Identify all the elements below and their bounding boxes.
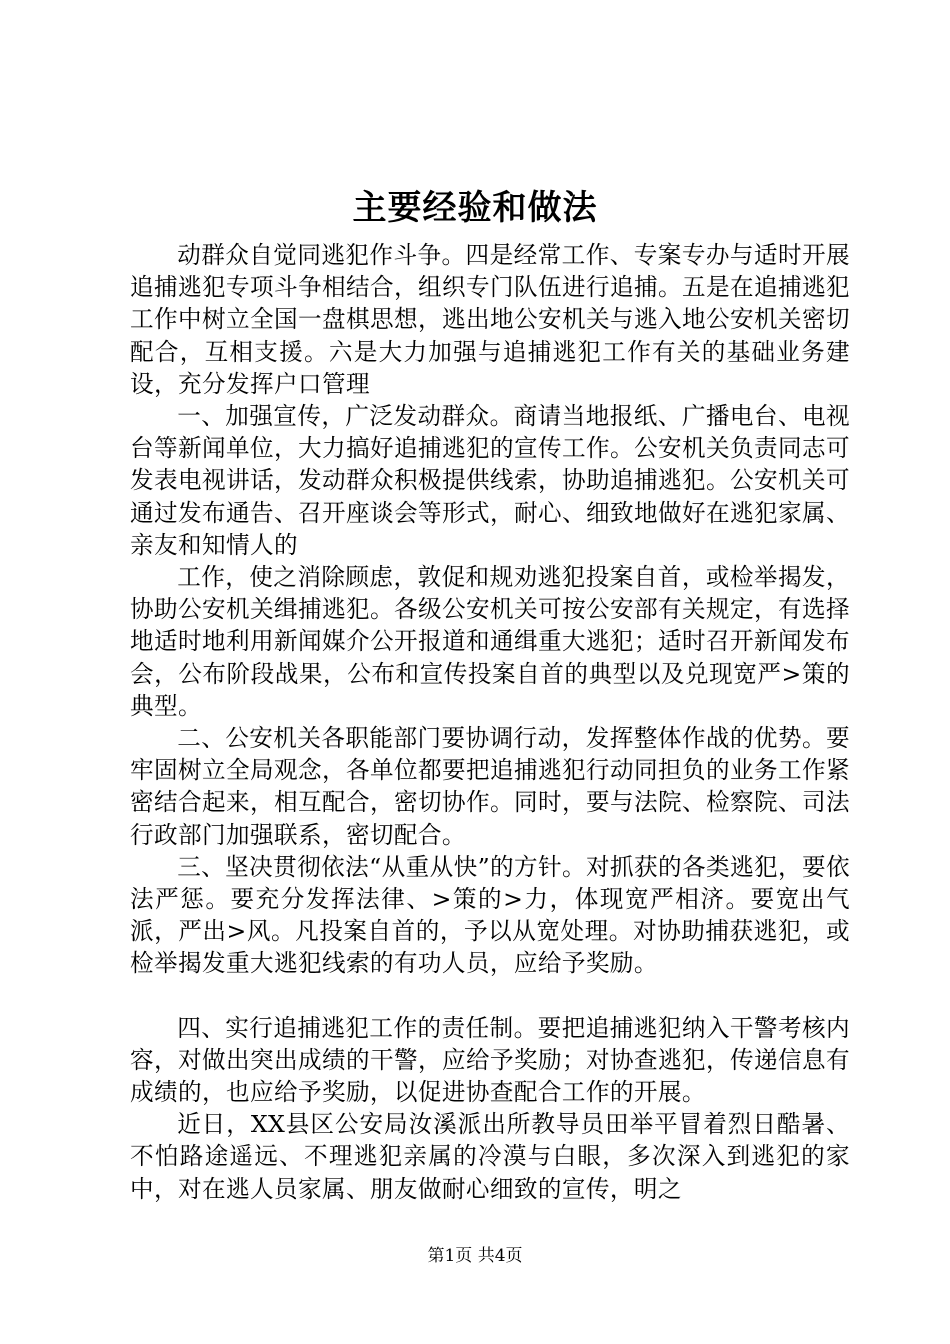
document-body — [130, 239, 850, 1205]
page-footer: 第1页 共4页 — [427, 1246, 523, 1266]
paragraph: 四、实行追捕逃犯工作的责任制。要把追捕逃犯纳入干警考核内容，对做出突出成绩的干警，应给予奖励；对协查逃犯，传递信息有成绩的，也应给予奖励，以促进协查配合工作的开展。 — [130, 1013, 850, 1107]
paragraph: 近日，XX县区公安局汝溪派出所教导员田举平冒着烈日酷暑、不怕路途遥远、不理逃犯亲属的冷漠与白眼，多次深入到逃犯的家中，对在逃人员家属、朋友做耐心细致的宣传，明之 — [130, 1110, 850, 1203]
paragraph: 工作，使之消除顾虑，敦促和规劝逃犯投案自首，或检举揭发，协助公安机关缉捕逃犯。各级公安机关可按公安部有关规定，有选择地适时地利用新闻媒介公开报道和通缉重大逃犯；适时召开新闻发布会，公布阶段战果，公布和宣传投案自首的典型以及兑现宽严>策的典型。 — [130, 563, 850, 720]
paragraph: 一、加强宣传，广泛发动群众。商请当地报纸、广播电台、电视台等新闻单位，大力搞好追捕逃犯的宣传工作。公安机关负责同志可发表电视讲话，发动群众积极提供线索，协助追捕逃犯。公安机关可通过发布通告、召开座谈会等形式，耐心、细致地做好在逃犯家属、亲友和知情人的 — [130, 402, 850, 559]
paragraph: 动群众自觉同逃犯作斗争。四是经常工作、专案专办与适时开展追捕逃犯专项斗争相结合，组织专门队伍进行追捕。五是在追捕逃犯工作中树立全国一盘棋思想，逃出地公安机关与逃入地公安机关密切配合，互相支援。六是大力加强与追捕逃犯工作有关的基础业务建设，充分发挥户口管理 — [130, 241, 850, 398]
paragraph: 二、公安机关各职能部门要协调行动，发挥整体作战的优势。要牢固树立全局观念，各单位都要把追捕逃犯行动同担负的业务工作紧密结合起来，相互配合，密切协作。同时，要与法院、检察院、司法行政部门加强联系，密切配合。 — [130, 724, 850, 849]
document-title: 主要经验和做法 — [352, 188, 598, 228]
paragraph: 三、坚决贯彻依法“从重从快”的方针。对抓获的各类逃犯，要依法严惩。要充分发挥法律、>策的>力，体现宽严相济。要宽出气派，严出>风。凡投案自首的，予以从宽处理。对协助捕获逃犯，或检举揭发重大逃犯线索的有功人员，应给予奖励。 — [130, 852, 850, 978]
